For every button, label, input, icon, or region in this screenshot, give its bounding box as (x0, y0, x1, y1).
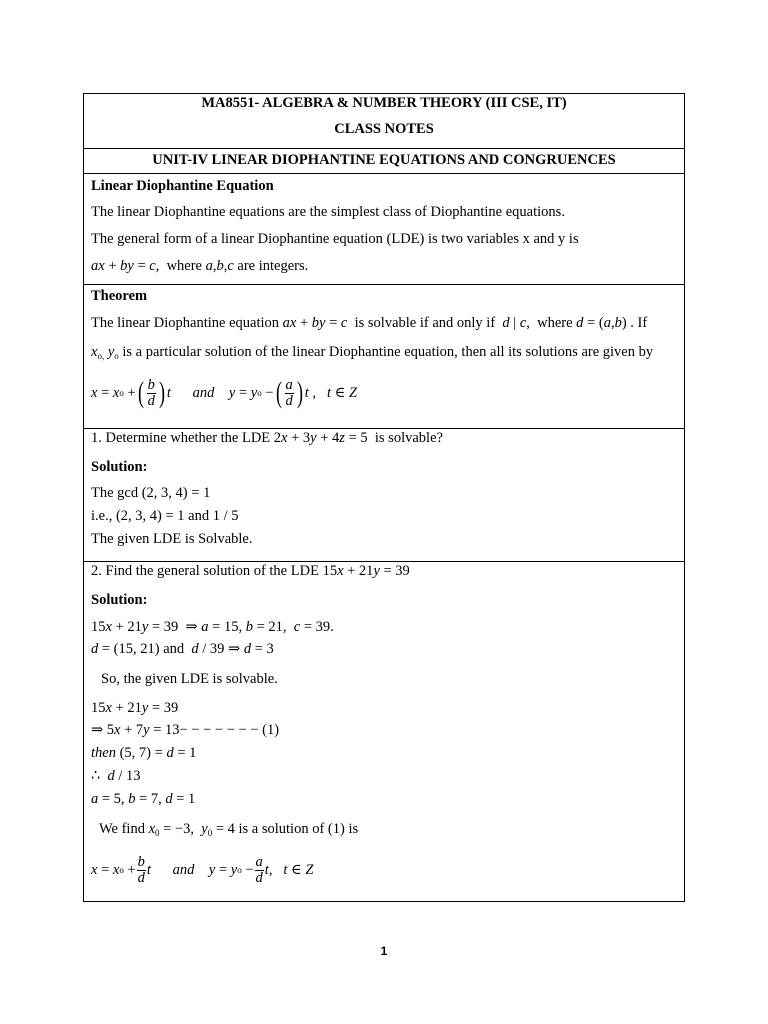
theorem-text-a: The linear Diophantine equation (91, 315, 280, 331)
q2-question-text: 2. Find the general solution of the LDE (91, 563, 319, 579)
q1-solution-label: Solution: (91, 459, 148, 475)
theorem-text-c: where (537, 315, 573, 331)
page-number: 1 (380, 944, 388, 958)
theorem-solution-formula: x = x o + ( $\frac{b}{d}$ ) t and y = y o − ( $\frac{a}{d}$ ) t , t ∈ Z (91, 376, 358, 409)
q2-step-6: ∴ d / 13 (91, 768, 141, 784)
question-2-section (84, 562, 684, 901)
intro-section (84, 174, 684, 285)
intro-heading: Linear Diophantine Equation (91, 178, 274, 194)
theorem-line-1: The linear Diophantine equation ax + by = c is solvable if and only if d | c, where d = (a,b) . If (91, 315, 648, 331)
q2-step-3: 15x + 21y = 39 (91, 700, 179, 716)
unit-row (84, 149, 684, 174)
theorem-heading: Theorem (91, 288, 148, 304)
question-1-section (84, 429, 684, 562)
q2-step-1: 15x + 21y = 39 ⇒ a = 15, b = 21, c = 39. (91, 619, 334, 635)
q1-step-2: i.e., (2, 3, 4) = 1 and 1 / 5 (91, 508, 239, 524)
q2-find-text-b: is a solution of (1) is (238, 821, 359, 837)
theorem-text-e: is a particular solution of the linear Diophantine equation, then all its solutions are given by (122, 344, 654, 360)
q1-question-end: is solvable? (374, 430, 443, 446)
class-notes-label: CLASS NOTES (334, 121, 434, 137)
title-row (84, 94, 684, 149)
theorem-section (84, 285, 684, 429)
general-form-equation: ax + by = c, where a,b,c are integers. (91, 258, 309, 274)
q2-find-text-a: We find (99, 821, 145, 837)
intro-line-2: The general form of a linear Diophantine equation (LDE) is two variables x and y is (91, 231, 579, 247)
theorem-line-2: $x_{o,}$ $y_o$ is a particular solution of the linear Diophantine equation, then all its solutions are given by (91, 344, 654, 361)
q2-general-solution: x = x o + $\frac{b}{d}$ t and y = y o − $\frac{a}{d}$ t , t ∈ Z (91, 854, 314, 886)
q2-find-line: We find $x_0 = -3$, $y_0 = 4$ is a solution of (1) is (99, 821, 359, 838)
q1-step-1: The gcd (2, 3, 4) = 1 (91, 485, 211, 501)
q2-question: 2. Find the general solution of the LDE 15x + 21y = 39 (91, 563, 410, 579)
theorem-text-b: is solvable if and only if (354, 315, 496, 331)
theorem-text-d: . If (630, 315, 648, 331)
q2-solution-label: Solution: (91, 592, 148, 608)
q2-step-5: then (5, 7) = d = 1 (91, 745, 197, 761)
q1-question: 1. Determine whether the LDE 2x + 3y + 4z = 5 is solvable? (91, 430, 443, 446)
q1-question-text: 1. Determine whether the LDE (91, 430, 271, 446)
intro-line-1: The linear Diophantine equations are the simplest class of Diophantine equations. (91, 204, 565, 220)
unit-title: UNIT-IV LINEAR DIOPHANTINE EQUATIONS AND CONGRUENCES (152, 152, 616, 168)
q1-conclusion: The given LDE is Solvable. (91, 531, 253, 547)
q2-step-4: ⇒ 5x + 7y = 13− − − − − − − (1) (91, 722, 280, 738)
q2-solvable-text: So, the given LDE is solvable. (101, 671, 278, 687)
q2-step-2: d = (15, 21) and d / 39 ⇒ d = 3 (91, 641, 274, 657)
q2-step-7: a = 5, b = 7, d = 1 (91, 791, 196, 807)
notes-table (83, 93, 685, 902)
course-title: MA8551- ALGEBRA & NUMBER THEORY (III CSE, IT) (201, 95, 567, 111)
